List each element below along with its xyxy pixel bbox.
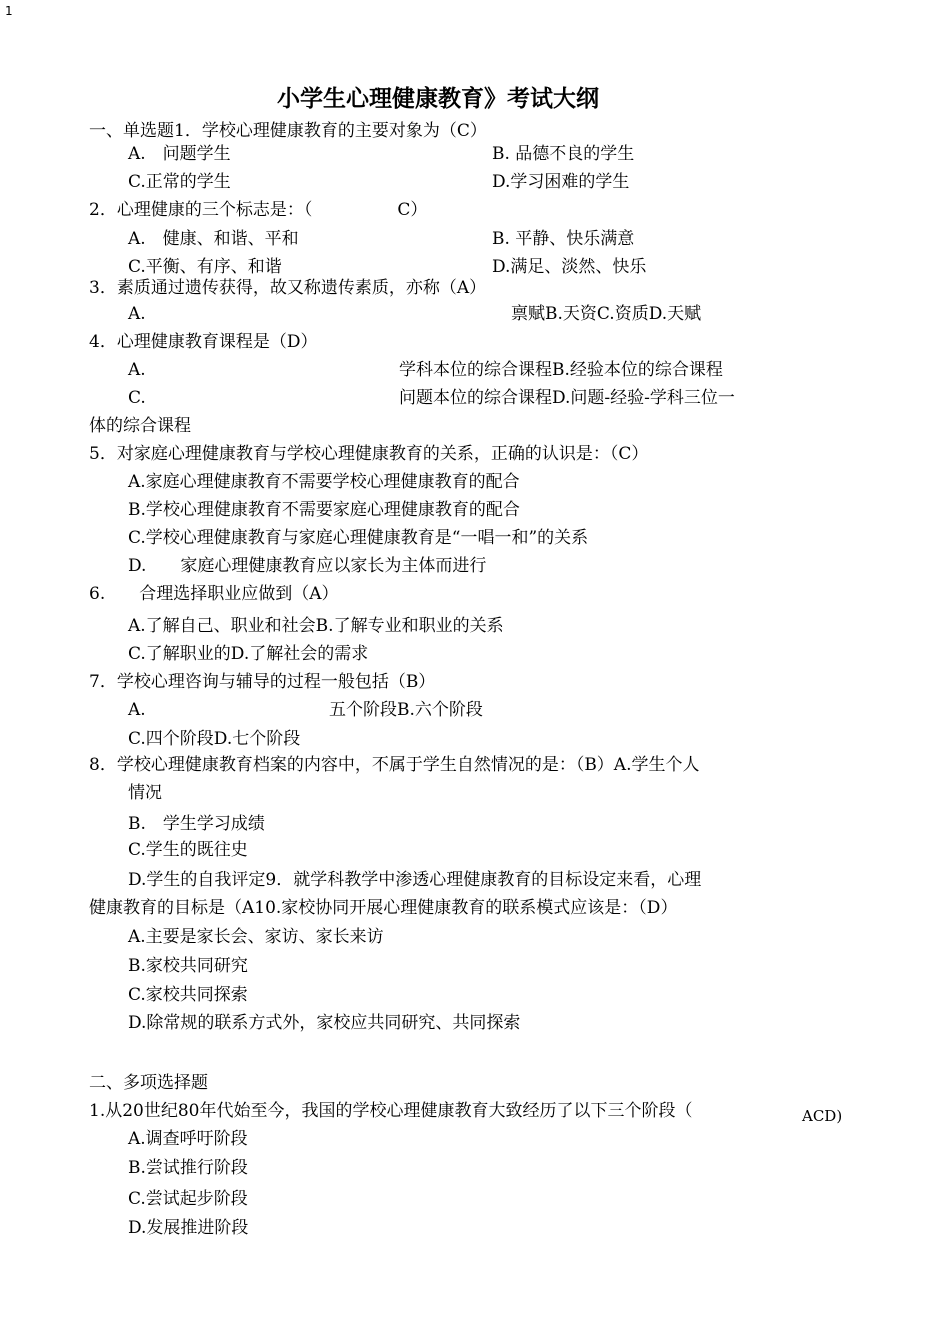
q10-option-d: D.除常规的联系方式外，家校应共同研究、共同探索: [128, 1013, 521, 1033]
q8-option-d: D.学生的自我评定9．就学科教学中渗透心理健康教育的目标设定来看，心理: [128, 870, 702, 890]
q2-stem: 2．心理健康的三个标志是：（ C）: [89, 200, 428, 220]
s2-q1-option-b: B.尝试推行阶段: [128, 1158, 248, 1178]
q5-stem: 5．对家庭心理健康教育与学校心理健康教育的关系，正确的认识是：（C）: [89, 444, 649, 464]
q2-option-d: D.满足、淡然、快乐: [492, 257, 647, 277]
s2-q1-option-c: C.尝试起步阶段: [128, 1189, 248, 1209]
q8-continuation: 情况: [128, 783, 162, 803]
q1-option-a: A. 问题学生: [128, 144, 231, 164]
document-title: 小学生心理健康教育》考试大纲: [277, 86, 599, 112]
section1-heading-q1: 一、单选题1．学校心理健康教育的主要对象为（C）: [89, 121, 487, 141]
q3-option-a-label: A.: [128, 304, 146, 324]
q4-options-cd: 问题本位的综合课程D.问题-经验-学科三位一: [399, 388, 735, 408]
q5-option-a: A.家庭心理健康教育不需要学校心理健康教育的配合: [128, 472, 520, 492]
q2-option-b: B. 平静、快乐满意: [492, 229, 635, 249]
q1-option-d: D.学习困难的学生: [492, 172, 630, 192]
q6-options-cd: C.了解职业的D.了解社会的需求: [128, 644, 369, 664]
q4-options-ab: 学科本位的综合课程B.经验本位的综合课程: [399, 360, 723, 380]
q4-option-c-label: C.: [128, 388, 146, 408]
q7-options-cd: C.四个阶段D.七个阶段: [128, 729, 301, 749]
s2-q1-answer: ACD): [802, 1107, 843, 1125]
q10-option-a: A.主要是家长会、家访、家长来访: [128, 927, 384, 947]
s2-q1-option-a: A.调查呼吁阶段: [128, 1129, 248, 1149]
q4-option-a-label: A.: [128, 360, 146, 380]
q6-options-ab: A.了解自己、职业和社会B.了解专业和职业的关系: [128, 616, 504, 636]
q5-option-d: D. 家庭心理健康教育应以家长为主体而进行: [128, 556, 487, 576]
q5-option-b: B.学校心理健康教育不需要家庭心理健康教育的配合: [128, 500, 520, 520]
s2-q1-option-d: D.发展推进阶段: [128, 1218, 249, 1238]
q2-option-a: A. 健康、和谐、平和: [128, 229, 299, 249]
q3-options: 禀赋B.天资C.资质D.天赋: [511, 304, 702, 324]
q4-stem: 4．心理健康教育课程是（D）: [89, 332, 318, 352]
q8-stem: 8．学校心理健康教育档案的内容中，不属于学生自然情况的是：（B）A.学生个人: [89, 755, 700, 775]
q1-option-c: C.正常的学生: [128, 172, 231, 192]
section2-heading: 二、多项选择题: [89, 1073, 208, 1093]
q1-option-b: B. 品德不良的学生: [492, 144, 635, 164]
q6-stem: 6. 合理选择职业应做到（A）: [89, 584, 339, 604]
s2-q1-stem: 1.从20世纪80年代始至今，我国的学校心理健康教育大致经历了以下三个阶段（: [89, 1101, 693, 1121]
q3-stem: 3．素质通过遗传获得，故又称遗传素质，亦称（A）: [89, 278, 487, 298]
q7-options-ab: 五个阶段B.六个阶段: [329, 700, 483, 720]
q2-option-c: C.平衡、有序、和谐: [128, 257, 282, 277]
q4-continuation: 体的综合课程: [89, 416, 191, 436]
q7-stem: 7．学校心理咨询与辅导的过程一般包括（B）: [89, 672, 436, 692]
q5-option-c: C.学校心理健康教育与家庭心理健康教育是“一唱一和”的关系: [128, 528, 589, 548]
q10-option-c: C.家校共同探索: [128, 985, 248, 1005]
q8-option-c: C.学生的既往史: [128, 840, 248, 860]
q7-option-a-label: A.: [128, 700, 146, 720]
q8-option-b: B. 学生学习成绩: [128, 814, 265, 834]
page-number: 1: [5, 4, 13, 18]
q9-q10-line: 健康教育的目标是（A10.家校协同开展心理健康教育的联系模式应该是：（D）: [89, 898, 678, 918]
q10-option-b: B.家校共同研究: [128, 956, 248, 976]
